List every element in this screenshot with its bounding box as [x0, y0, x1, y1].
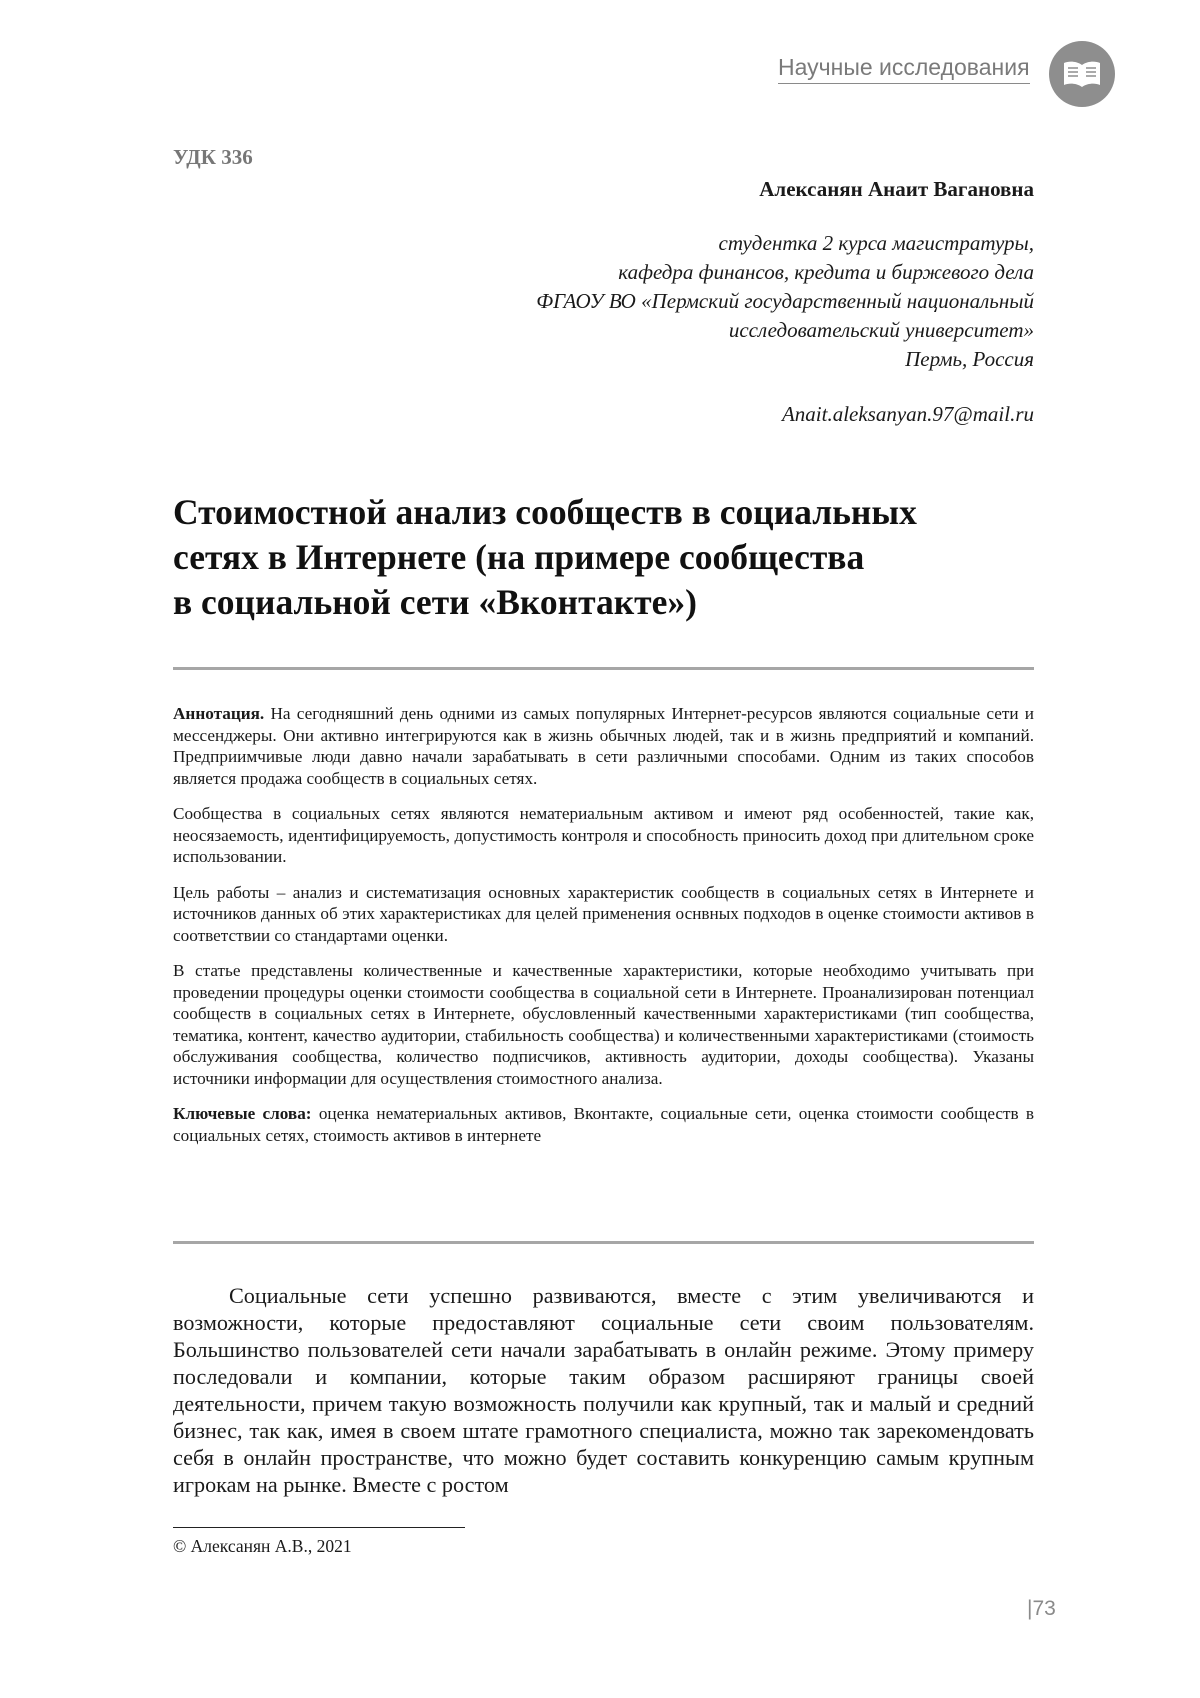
page-number: |73 [1027, 1597, 1056, 1621]
author-name: Алексанян Анаит Вагановна [536, 174, 1034, 204]
abstract-intro [173, 703, 1034, 789]
open-book-icon [1062, 59, 1102, 89]
affiliation-line: студентка 2 курса магистратуры, [536, 229, 1034, 258]
abstract-block [173, 703, 1034, 1160]
affiliation-line: ФГАОУ ВО «Пермский государственный национальный [536, 287, 1034, 316]
affiliation-city: Пермь, Россия [536, 345, 1034, 374]
udk-code: УДК 336 [173, 145, 253, 170]
article-title [173, 490, 1053, 625]
abstract-paragraph: Цель работы – анализ и систематизация основных характеристик сообществ в социальных сетях в Интернете и источников данных об этих характеристиках для целей применения оснвных подходов в оценке стоимости активов в соответствии со стандартами оценки. [173, 882, 1034, 947]
abstract-paragraph: Сообщества в социальных сетях являются нематериальным активом и имеют ряд особенностей, такие как, неосязаемость, идентифицируемость, допустимость контроля и способность приносить доход при длительном сроке использовании. [173, 803, 1034, 868]
abstract-intro-text: На сегодняшний день одними из самых популярных Интернет-ресурсов являются социальные сети и мессенджеры. Они активно интегрируются как в жизнь обычных людей, так и в жизнь предприятий и компаний. Предприимчивые люди давно начали зарабатывать в сети различными способами. Одним из таких способов является продажа сообществ в социальных сетях. [173, 704, 1034, 788]
author-email[interactable]: Anait.aleksanyan.97@mail.ru [536, 399, 1034, 429]
footnote-divider [173, 1527, 465, 1528]
divider-top [173, 667, 1034, 670]
title-line: в социальной сети «Вконтакте») [173, 582, 697, 622]
abstract-label: Аннотация. [173, 704, 264, 723]
copyright-footnote: © Алексанян А.В., 2021 [173, 1536, 352, 1557]
section-header-title: Научные исследования [778, 54, 1030, 84]
section-badge [1049, 41, 1115, 107]
title-line: Стоимостной анализ сообществ в социальных [173, 492, 917, 532]
body-paragraph: Социальные сети успешно развиваются, вместе с этим увеличиваются и возможности, которые предоставляют социальные сети своим пользователям. Большинство пользователей сети начали зарабатывать в онлайн режиме. Этому примеру последовали и компании, которые таким образом расширяют границы своей деятельности, причем такую возможность получили как крупный, так и малый и средний бизнес, так как, имея в своем штате грамотного специалиста, можно так зарекомендовать себя в онлайн пространстве, что можно будет составить конкуренцию самым крупным игрокам на рынке. Вместе с ростом [173, 1282, 1034, 1498]
affiliation-line: исследовательский университет» [536, 316, 1034, 345]
divider-bottom [173, 1241, 1034, 1244]
keywords-text: оценка нематериальных активов, Вконтакте, социальные сети, оценка стоимости сообществ в социальных сетях, стоимость активов в интернете [173, 1104, 1034, 1145]
affiliation-line: кафедра финансов, кредита и биржевого дела [536, 258, 1034, 287]
author-block [536, 174, 1034, 429]
title-line: сетях в Интернете (на примере сообщества [173, 537, 864, 577]
abstract-paragraph: В статье представлены количественные и качественные характеристики, которые необходимо учитывать при проведении процедуры оценки стоимости сообщества в социальной сети в Интернете. Проанализирован потенциал сообществ в социальных сетях в Интернете, обусловленный качественными характеристиками (тип сообщества, тематика, контент, качество аудитории, стабильность сообщества) и количественными характеристиками (стоимость обслуживания сообщества, количество подписчиков, активность аудитории, доходы сообщества). Указаны источники информации для осуществления стоимостного анализа. [173, 960, 1034, 1089]
keywords [173, 1103, 1034, 1146]
keywords-label: Ключевые слова: [173, 1104, 312, 1123]
